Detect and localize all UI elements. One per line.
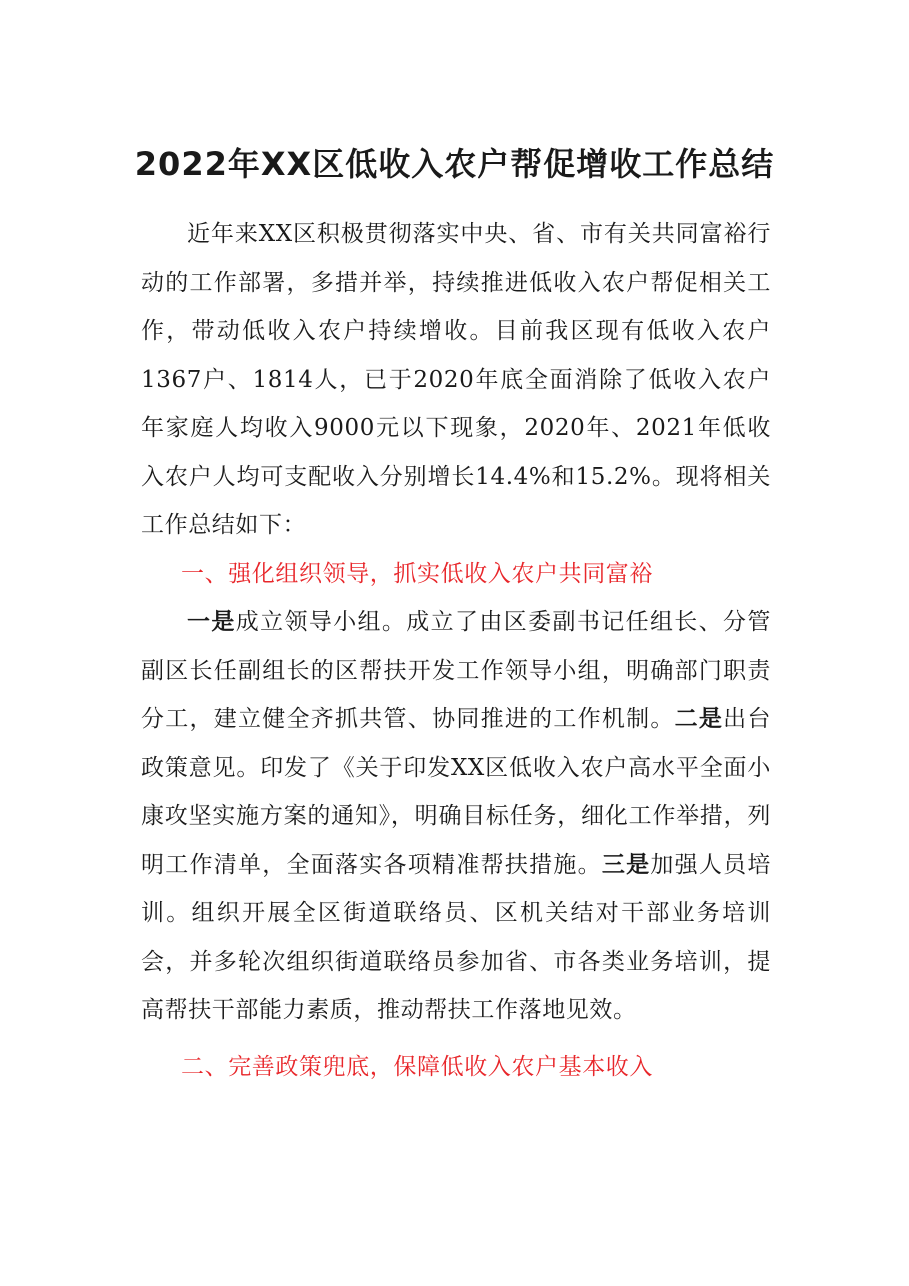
intro-paragraph: 近年来XX区积极贯彻落实中央、省、市有关共同富裕行动的工作部署，多措并举，持续推进低收入农户帮促相关工作，带动低收入农户持续增收。目前我区现有低收入农户1367户、1814人，已于2020年底全面消除了低收入农户年家庭人均收入9000元以下现象，2020年、2021年低收入农户人均可支配收入分别增长14.4%和15.2%。现将相关工作总结如下： [141,221,771,538]
point-2-lead: 二是 [674,706,724,732]
section-1-heading: 一、强化组织领导，抓实低收入农户共同富裕 [181,560,653,587]
section-2-heading: 二、完善政策兜底，保障低收入农户基本收入 [181,1053,653,1080]
point-1-text: 成立领导小组。成立了由区委副书记任组长、分管副区长任副组长的区帮扶开发工作领导小组，明确部门职责分工，建立健全齐抓共管、协同推进的工作机制。 [141,609,771,732]
point-3-text: 加强人员培训。组织开展全区街道联络员、区机关结对干部业务培训会，并多轮次组织街道联络员参加省、市各类业务培训，提高帮扶干部能力素质，推动帮扶工作落地见效。 [141,851,771,1023]
section-1-paragraph [141,598,771,1035]
document-body [141,210,771,1091]
document-title: 2022年XX区低收入农户帮促增收工作总结 [134,145,775,183]
point-2-text: 出台政策意见。印发了《关于印发XX区低收入农户高水平全面小康攻坚实施方案的通知》，明确目标任务，细化工作举措，列明工作清单，全面落实各项精准帮扶措施。 [141,706,771,878]
point-1-lead: 一是 [187,609,236,635]
point-3-lead: 三是 [601,851,651,878]
